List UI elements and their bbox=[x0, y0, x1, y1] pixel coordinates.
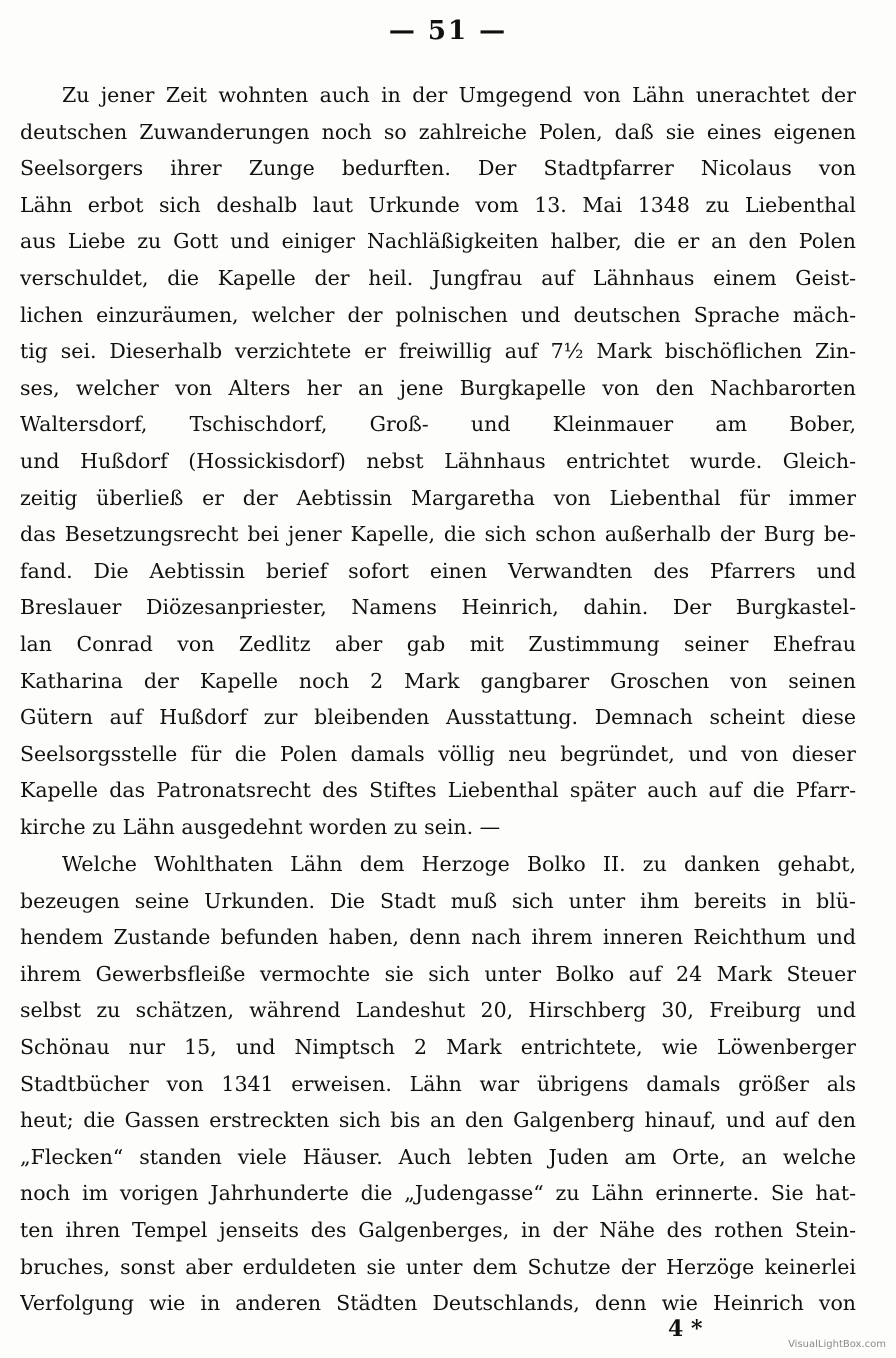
text-line: ses, welcher von Alters her an jene Burgkapelle von den Nachbarorten bbox=[20, 375, 856, 400]
text-line: selbst zu schätzen, während Landeshut 20, Hirschberg 30, Freiburg und bbox=[20, 998, 856, 1023]
text-line: heut; die Gassen erstreckten sich bis an den Galgenberg hinauf, und auf den bbox=[20, 1108, 856, 1133]
text-line: Verfolgung wie in anderen Städten Deutschlands, denn wie Heinrich von bbox=[20, 1291, 856, 1316]
text-line: Breslauer Diözesanpriester, Namens Heinrich, dahin. Der Burgkastel- bbox=[20, 595, 856, 620]
text-line: Lähn erbot sich deshalb laut Urkunde vom 13. Mai 1348 zu Liebenthal bbox=[20, 192, 856, 217]
text-line: Katharina der Kapelle noch 2 Mark gangbarer Groschen von seinen bbox=[20, 668, 856, 693]
text-line: lan Conrad von Zedlitz aber gab mit Zustimmung seiner Ehefrau bbox=[20, 631, 856, 656]
text-line: bezeugen seine Urkunden. Die Stadt muß sich unter ihm bereits in blü- bbox=[20, 888, 856, 913]
text-line: Welche Wohlthaten Lähn dem Herzoge Bolko II. zu danken gehabt, bbox=[62, 852, 856, 876]
text-line: Seelsorgsstelle für die Polen damals völlig neu begründet, und von dieser bbox=[20, 741, 856, 766]
text-line: Seelsorgers ihrer Zunge bedurften. Der Stadtpfarrer Nicolaus von bbox=[20, 156, 856, 181]
text-line: Zu jener Zeit wohnten auch in der Umgegend von Lähn unerachtet der bbox=[62, 83, 856, 107]
text-line: und Hußdorf (Hossickisdorf) nebst Lähnhaus entrichtet wurde. Gleich- bbox=[20, 448, 856, 473]
text-line: „Flecken“ standen viele Häuser. Auch lebten Juden am Orte, an welche bbox=[20, 1144, 856, 1169]
watermark: VisualLightBox.com bbox=[788, 1339, 886, 1350]
text-line: zeitig überließ er der Aebtissin Margaretha von Liebenthal für immer bbox=[20, 485, 856, 510]
text-line: tig sei. Dieserhalb verzichtete er freiwillig auf 7½ Mark bischöflichen Zin- bbox=[20, 339, 856, 364]
text-line: Waltersdorf, Tschischdorf, Groß- und Kleinmauer am Bober, bbox=[20, 412, 856, 437]
text-line: Kapelle das Patronatsrecht des Stiftes Liebenthal später auch auf die Pfarr- bbox=[20, 778, 856, 803]
text-line: Gütern auf Hußdorf zur bleibenden Ausstattung. Demnach scheint diese bbox=[20, 705, 856, 730]
text-line: Stadtbücher von 1341 erweisen. Lähn war übrigens damals größer als bbox=[20, 1071, 856, 1096]
signature-mark: 4 * bbox=[668, 1316, 703, 1342]
text-line: deutschen Zuwanderungen noch so zahlreiche Polen, daß sie eines eigenen bbox=[20, 119, 856, 144]
text-line: noch im vorigen Jahrhunderte die „Judengasse“ zu Lähn erinnerte. Sie hat- bbox=[20, 1181, 856, 1206]
text-line: ten ihren Tempel jenseits des Galgenberges, in der Nähe des rothen Stein- bbox=[20, 1217, 856, 1242]
text-line: das Besetzungsrecht bei jener Kapelle, die sich schon außerhalb der Burg be- bbox=[20, 522, 856, 547]
text-line: fand. Die Aebtissin berief sofort einen Verwandten des Pfarrers und bbox=[20, 558, 856, 583]
text-line: lichen einzuräumen, welcher der polnischen und deutschen Sprache mäch- bbox=[20, 302, 856, 327]
page-number: — 51 — bbox=[388, 16, 508, 46]
text-line: kirche zu Lähn ausgedehnt worden zu sein. — bbox=[20, 814, 501, 839]
text-line: bruches, sonst aber erduldeten sie unter dem Schutze der Herzöge keinerlei bbox=[20, 1254, 856, 1279]
text-line: aus Liebe zu Gott und einiger Nachläßigkeiten halber, die er an den Polen bbox=[20, 229, 856, 254]
paragraph-2 bbox=[20, 846, 856, 1322]
paragraph-1 bbox=[20, 77, 856, 845]
text-line: ihrem Gewerbsfleiße vermochte sie sich unter Bolko auf 24 Mark Steuer bbox=[20, 961, 856, 986]
text-line: Schönau nur 15, und Nimptsch 2 Mark entrichtete, wie Löwenberger bbox=[20, 1034, 856, 1059]
text-line: verschuldet, die Kapelle der heil. Jungfrau auf Lähnhaus einem Geist- bbox=[20, 265, 856, 290]
text-line: hendem Zustande befunden haben, denn nach ihrem inneren Reichthum und bbox=[20, 925, 856, 950]
